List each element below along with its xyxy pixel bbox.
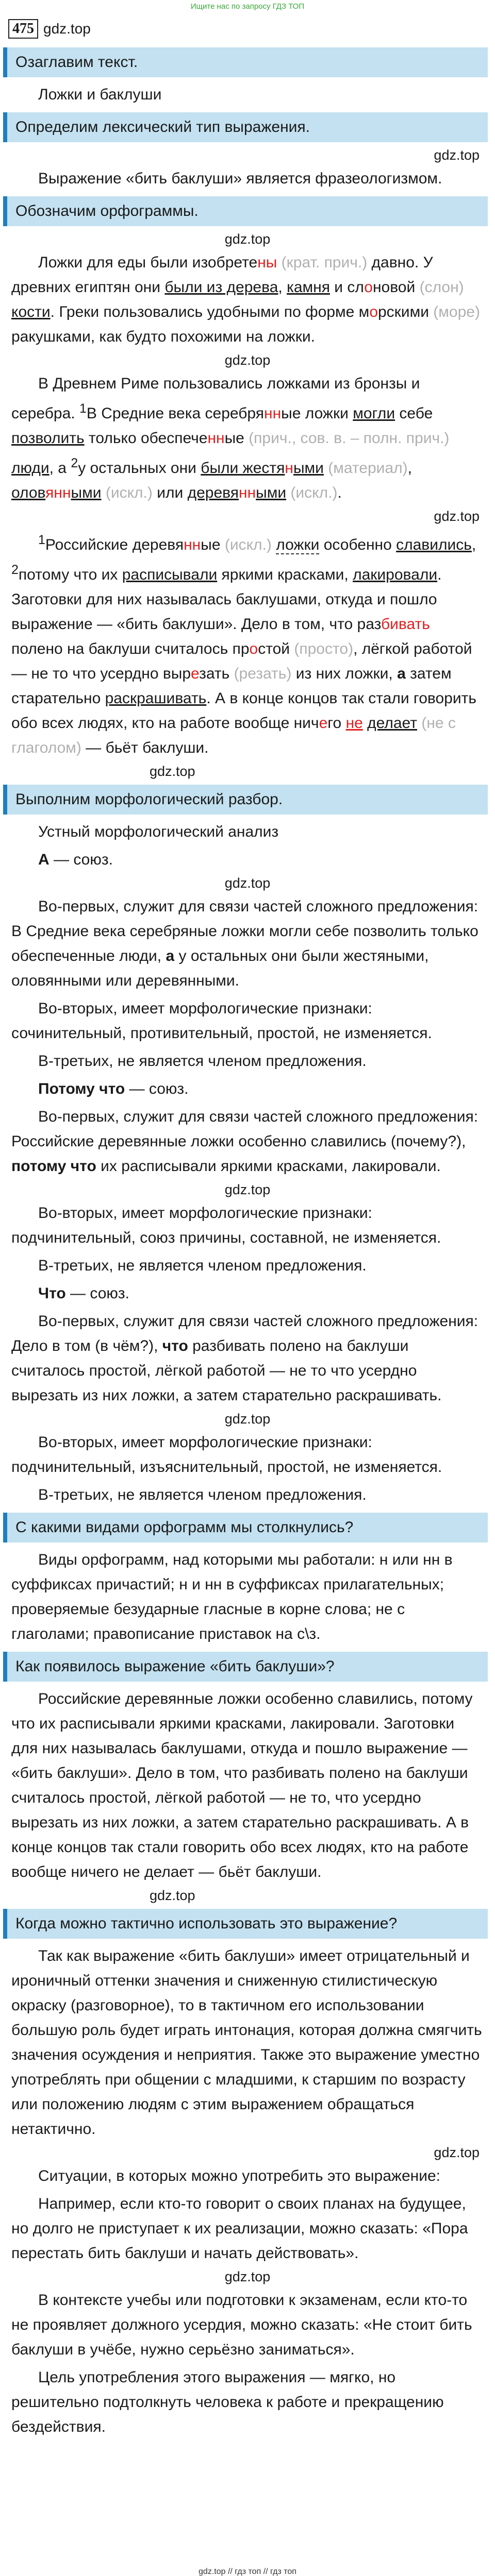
morph-a-2: Во-вторых, имеет морфологические признаки: сочинительный, противительный, простой, не изменяется. — [11, 1000, 432, 1042]
lexical-answer: Выражение «бить баклуши» является фразеологизмом. — [38, 170, 442, 187]
watermark: gdz.top — [224, 1411, 271, 1427]
footer: gdz.top // гдз топ // гдз топ — [199, 2567, 296, 2576]
watermark: gdz.top — [224, 875, 271, 891]
watermark: gdz.top — [224, 352, 271, 368]
section-title: Озаглавим текст. — [3, 47, 488, 77]
watermark: gdz.top — [434, 509, 480, 524]
origin-answer: Российские деревянные ложки особенно славились, потому что их расписывали яркими красками, лакировали. Заготовки для них называлась баклушами, откуда и пошло выражение — «бить баклуши». Дело в том, что разбивать полено на баклуши считалось простой, лёгкой работой — не то, что усердно вырезать из них ложки, а затем старательно раскрашивать. А в конце концов так стали говорить обо всех людях, кто на работе вообще ничего не делает — бьёт баклуши. — [11, 1690, 473, 1880]
title-answer: Ложки и баклуши — [38, 86, 162, 103]
morph-word-a: А — союз. — [38, 851, 113, 868]
section-orthograms: Обозначим орфограммы. — [3, 196, 488, 226]
watermark: gdz.top — [224, 1182, 271, 1197]
watermark: gdz.top — [150, 764, 195, 779]
watermark: gdz.top — [434, 147, 480, 163]
morph-b-3: В-третьих, не является членом предложения. — [38, 1257, 367, 1274]
section-tact: Когда можно тактично использовать это выражение? — [3, 1909, 488, 1939]
morph-c-1: Во-первых, служит для связи частей сложного предложения: Дело в том (в чём?), что разбивать полено на баклуши считалось простой, лёгкой работой — не то что усердно вырезать из них ложки, а затем старательно раскрашивать. — [11, 1313, 478, 1404]
morph-c-2: Во-вторых, имеет морфологические признаки: подчинительный, изъяснительный, простой, не изменяется. — [11, 1434, 442, 1476]
ortho-paragraph-3: $^1$Российские деревянные (искл.) ложки особенно славились, $^2$потому что их расписывали яркими красками, лакировали. Заготовки для них называлась баклушами, откуда и пошло выражение — «бить баклуши». Дело в том, что разбивать полено на баклуши считалось простой (просто), лёгкой работой — не то что усердно вырезать (резать) из них ложки, а затем старательно раскрашивать. А в конце концов так стали говорить обо всех людях, кто на работе вообще ничего не делает (не с глаголом) — бьёт баклуши. — [11, 533, 476, 756]
tact-paragraph-5: Цель употребления этого выражения — мягко, но решительно подтолкнуть человека к работе и прекращению бездействия. — [11, 2369, 444, 2435]
section-origin: Как появилось выражение «бить баклуши»? — [3, 1652, 488, 1682]
ortho-paragraph-2: В Древнем Риме пользовались ложками из бронзы и серебра. $^1$В Средние века серебрянные ложки могли себе позволить только обеспеченные (прич., сов. в. – полн. прич.) люди, а $^2$у остальных они были жестяными (материал), оловянными (искл.) или деревянными (искл.). — [11, 375, 450, 501]
types-answer: Виды орфограмм, над которыми мы работали: н или нн в суффиксах причастий; н и нн в суффиксах прилагательных; проверяемые безударные гласные в корне слова; не с глаголами; правописание приставок на с\з. — [11, 1551, 453, 1642]
tact-paragraph-1: Так как выражение «бить баклуши» имеет отрицательный и ироничный оттенки значения и сниженную стилистическую окраску (разговорное), то в тактичном его использовании большую роль будет играть интонация, которая должна смягчить значения осуждения и неприятия. Также это выражение уместно употреблять при общении с младшими, к старшим по возрасту или положению людям с этим выражением обращаться нетактично. — [11, 1947, 482, 2138]
ortho-paragraph-1: Ложки для еды были изобретены (крат. прич.) давно. У древних египтян они были из дерева, камня и слоновой (слон) кости. Греки пользовались удобными по форме морскими (море) ракушками, как будто похожими на ложки. — [11, 254, 480, 345]
section-morphology: Выполним морфологический разбор. — [3, 785, 488, 815]
exercise-number: 475 — [8, 19, 38, 39]
section-lexical: Определим лексический тип выражения. — [3, 112, 488, 142]
header — [0, 12, 495, 42]
morph-b-2: Во-вторых, имеет морфологические признаки: подчинительный, союз причины, составной, не изменяется. — [11, 1205, 441, 1246]
tact-paragraph-4: В контексте учебы или подготовки к экзаменам, если кто-то не проявляет должного усердия, можно сказать: «Не стоит бить баклуши в учёбе, нужно серьёзно заниматься». — [11, 2292, 472, 2358]
watermark: gdz.top — [150, 1888, 195, 1903]
morph-a-3: В-третьих, не является членом предложения. — [38, 1053, 367, 1070]
morph-heading: Устный морфологический анализ — [38, 823, 279, 840]
morph-word-b: Потому что — союз. — [38, 1080, 189, 1097]
section-orthogram-types: С какими видами орфограмм мы столкнулись? — [3, 1513, 488, 1543]
tact-paragraph-2: Ситуации, в которых можно употребить это выражение: — [38, 2167, 440, 2184]
tact-paragraph-3: Например, если кто-то говорит о своих планах на будущее, но долго не приступает к их реализации, можно сказать: «Пора перестать бить баклуши и начать действовать». — [11, 2195, 468, 2262]
watermark: gdz.top — [224, 231, 271, 247]
top-link[interactable]: Ищите нас по запросу ГДЗ ТОП — [190, 2, 305, 11]
header-site: gdz.top — [43, 21, 91, 37]
watermark: gdz.top — [434, 2145, 480, 2160]
morph-b-1: Во-первых, служит для связи частей сложного предложения: Российские деревянные ложки особенно славились (почему?), потому что их расписывали яркими красками, лакировали. — [11, 1108, 478, 1175]
morph-a-1: Во-первых, служит для связи частей сложного предложения: В Средние века серебряные ложки могли себе позволить только обеспеченные люди, а у остальных они были жестяными, оловянными или деревянными. — [11, 898, 478, 989]
morph-c-3: В-третьих, не является членом предложения. — [38, 1486, 367, 1503]
watermark: gdz.top — [224, 2269, 271, 2284]
morph-word-c: Что — союз. — [38, 1285, 129, 1302]
